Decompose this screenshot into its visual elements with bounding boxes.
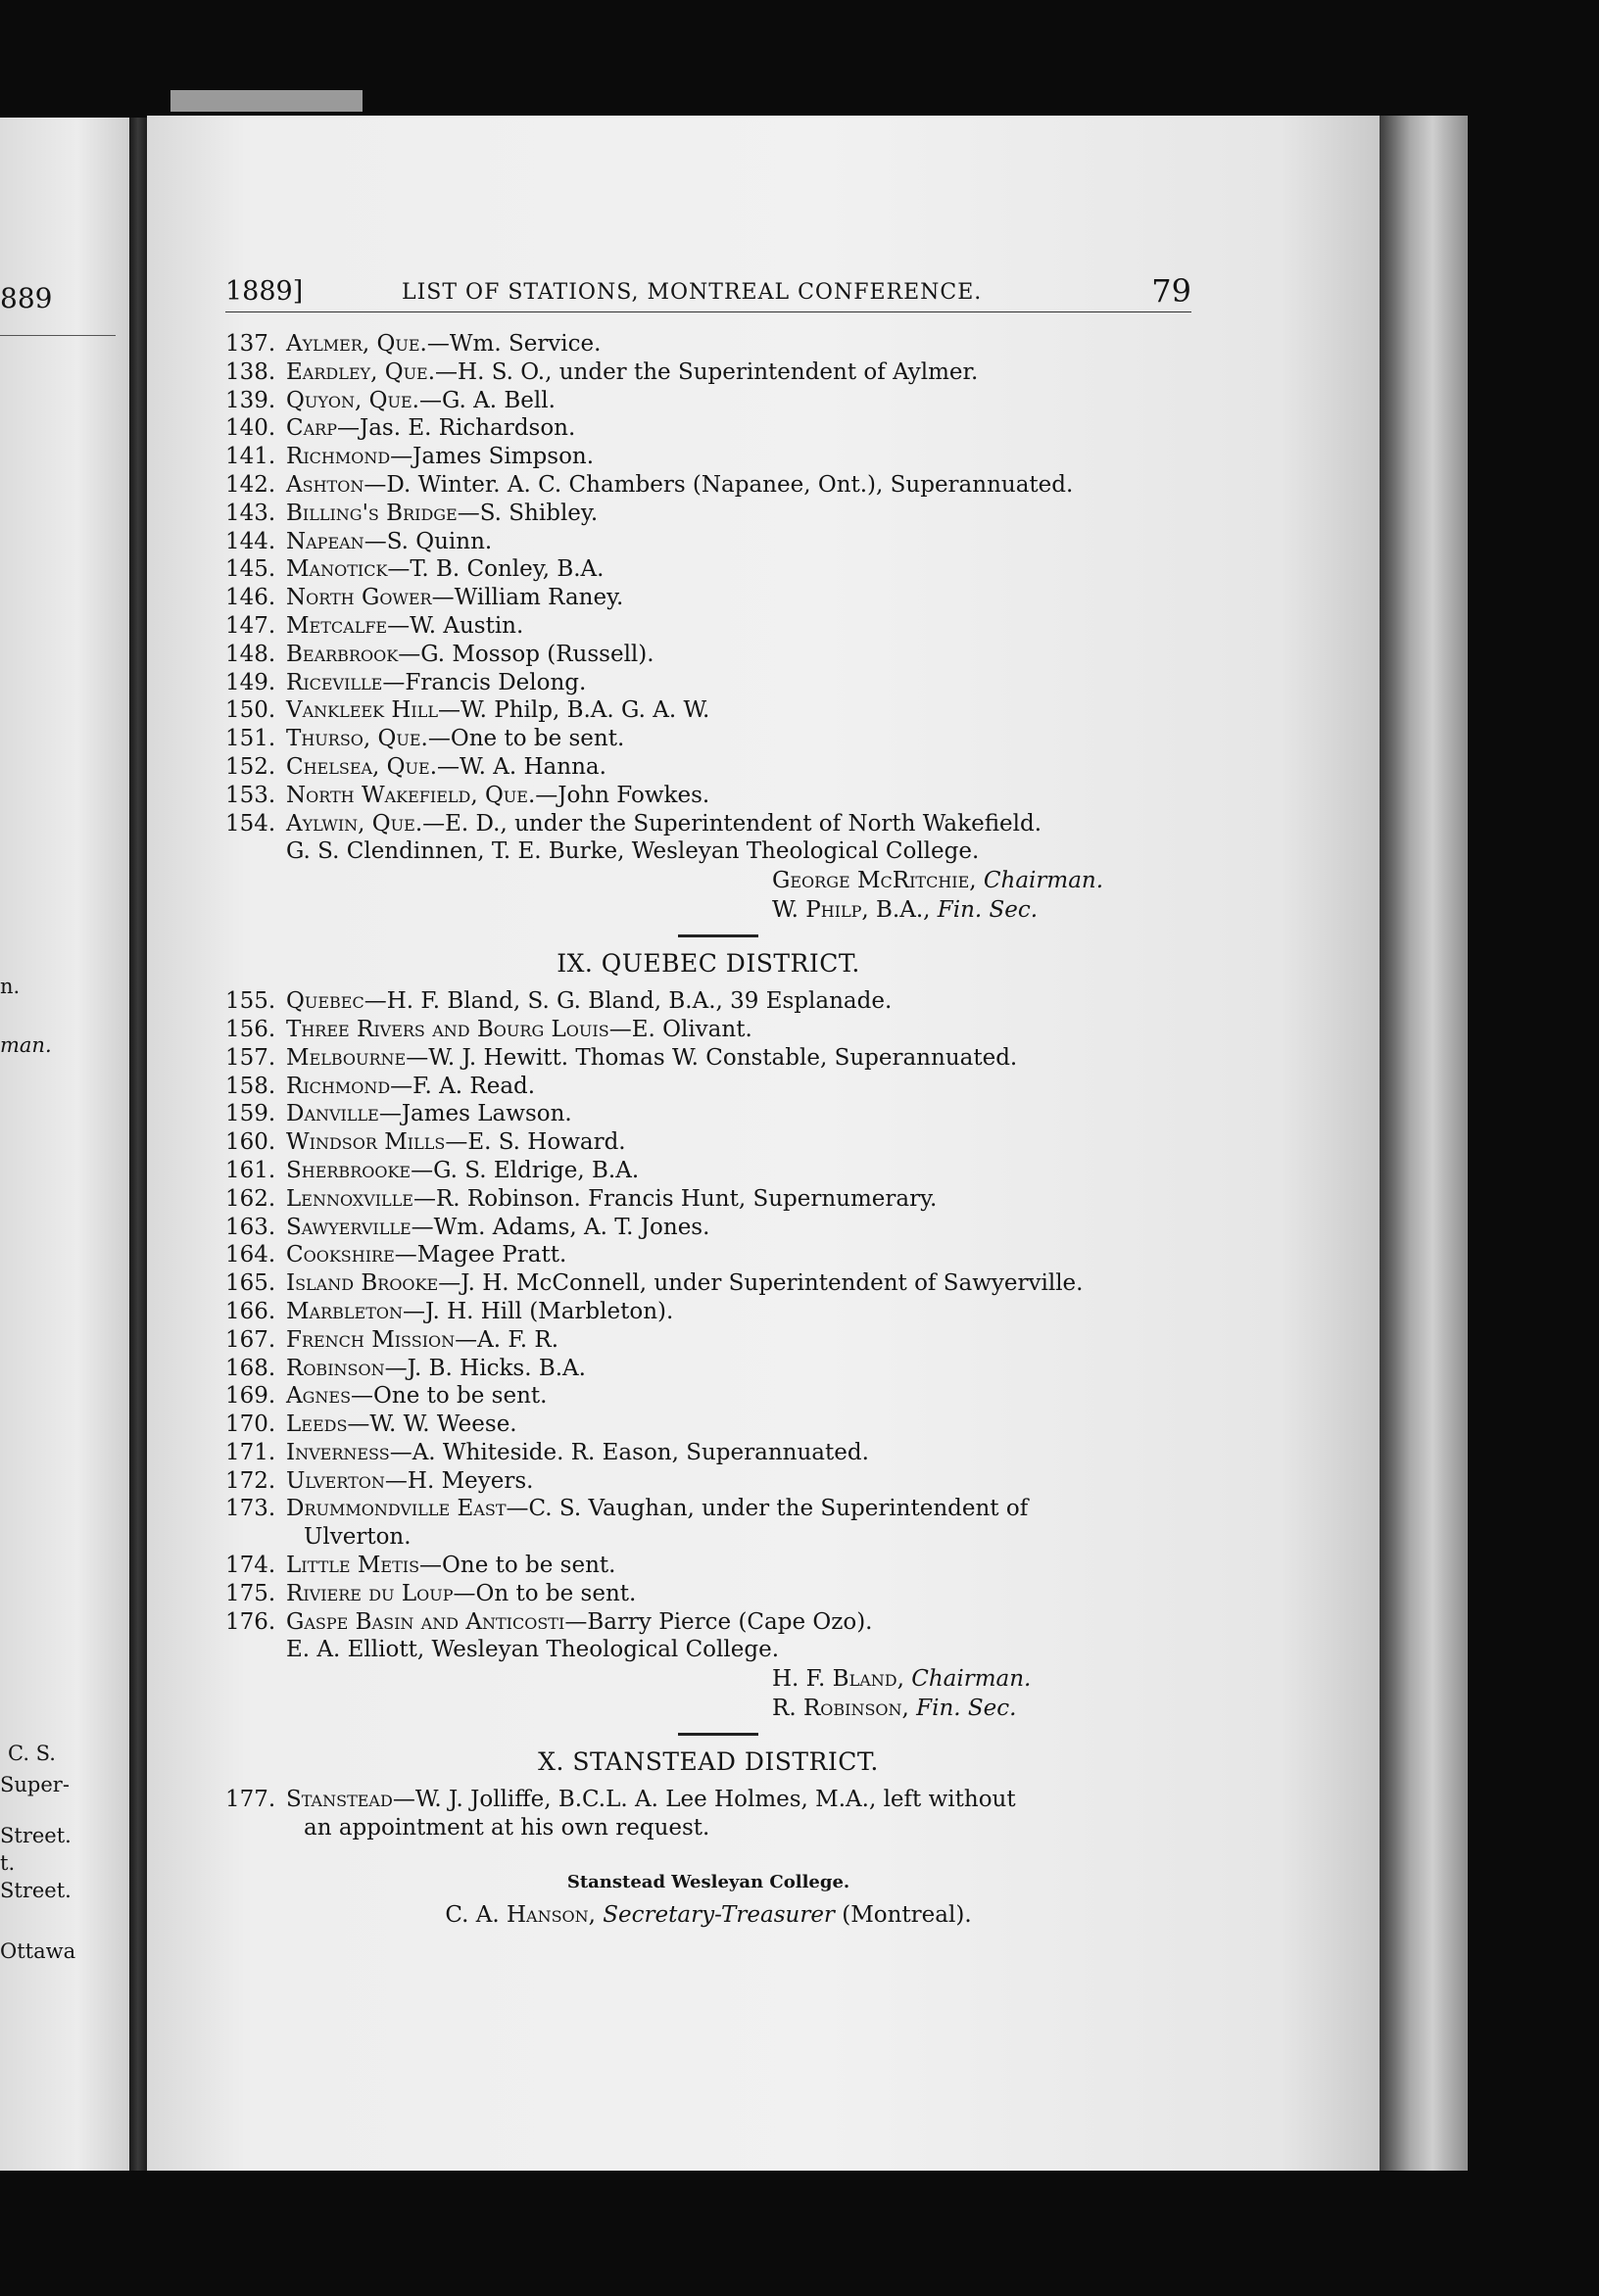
page-number: 79 [1151, 272, 1191, 310]
entry-detail: —Francis Delong. [382, 669, 587, 695]
treasurer-role: Secretary-Treasurer [603, 1901, 835, 1928]
district-heading: IX. QUEBEC DISTRICT. [557, 949, 860, 979]
entry-number: 162. [225, 1185, 276, 1212]
college-note: G. S. Clendinnen, T. E. Burke, Wesleyan Theological College. [286, 838, 980, 865]
left-page [0, 118, 129, 2171]
entry-place: Eardley, Que. [286, 359, 436, 385]
page-tab [170, 90, 363, 112]
entry-number: 158. [225, 1073, 276, 1099]
entry-number: 140. [225, 415, 276, 442]
station-entry [225, 500, 1191, 528]
entry-detail: —W. J. Jolliffe, B.C.L. A. Lee Holmes, M.A., left without [392, 1787, 1016, 1813]
entry-detail: —A. Whiteside. R. Eason, Superannuated. [389, 1439, 869, 1465]
entry-detail: —H. F. Bland, S. G. Bland, B.A., 39 Esplanade. [363, 988, 893, 1015]
station-entry [225, 387, 1191, 415]
entry-detail: —Jas. E. Richardson. [336, 415, 576, 442]
entry-place: Cookshire [286, 1242, 395, 1268]
entry-detail: —H. Meyers. [384, 1467, 534, 1494]
station-entry [225, 555, 1191, 584]
signature-role: Fin. Sec. [916, 1696, 1017, 1722]
entry-place: Melbourne [286, 1044, 407, 1071]
entry-place: Bearbrook [286, 641, 399, 667]
entry-number: 166. [225, 1298, 276, 1324]
entry-place: Little Metis [286, 1553, 420, 1579]
entry-number: 159. [225, 1101, 276, 1127]
entry-number: 138. [225, 359, 276, 385]
header-title: LIST OF STATIONS, MONTREAL CONFERENCE. [402, 280, 983, 305]
entry-place: Billing's Bridge [286, 500, 458, 526]
entry-place: Sherbrooke [286, 1157, 412, 1183]
entry-detail: —T. B. Conley, B.A. [387, 556, 605, 583]
station-entry [225, 1214, 1191, 1242]
entry-number: 148. [225, 641, 276, 667]
entry-number: 146. [225, 585, 276, 611]
entry-detail: —S. Shibley. [457, 500, 599, 526]
entry-detail: —W. J. Hewitt. Thomas W. Constable, Superannuated. [406, 1044, 1018, 1071]
left-fragment: Street. [0, 1824, 72, 1847]
station-entry [225, 443, 1191, 471]
entry-number: 141. [225, 444, 276, 470]
entry-detail: —G. A. Bell. [418, 387, 556, 413]
station-entry [225, 753, 1191, 782]
entry-detail: —On to be sent. [453, 1580, 637, 1606]
entry-number: 163. [225, 1214, 276, 1240]
entry-number: 143. [225, 500, 276, 526]
entry-place: Richmond [286, 444, 391, 470]
entry-detail: —William Raney. [431, 585, 624, 611]
entry-place: North Wakefield, Que. [286, 782, 536, 808]
entry-number: 153. [225, 782, 276, 808]
signature-secretary [225, 1694, 1191, 1723]
entry-detail: —Wm. Service. [426, 331, 602, 357]
entry-detail: —A. F. R. [455, 1326, 558, 1353]
treasurer-line [225, 1902, 1191, 1928]
station-entry [225, 810, 1191, 838]
station-entry [225, 1298, 1191, 1326]
entry-place: Manotick [286, 556, 388, 583]
entry-detail: —W. Philp, B.A. G. A. W. [438, 697, 710, 724]
entry-detail: —E. Olivant. [608, 1016, 752, 1042]
entry-detail: —G. S. Eldrige, B.A. [411, 1157, 640, 1183]
left-fragment: Ottawa [0, 1939, 76, 1963]
entry-place: Drummondville East [286, 1496, 507, 1522]
entry-place: Sawyerville [286, 1214, 412, 1240]
station-entry [225, 782, 1191, 810]
entry-number: 154. [225, 810, 276, 837]
signature-secretary [225, 895, 1191, 925]
station-entry [225, 1044, 1191, 1073]
left-fragment: t. [0, 1851, 16, 1875]
station-entry [225, 1580, 1191, 1608]
signature-role: Chairman. [983, 868, 1104, 894]
entry-place: Marbleton [286, 1298, 404, 1324]
entry-number: 174. [225, 1553, 276, 1579]
entry-detail: —James Lawson. [378, 1101, 572, 1127]
entry-place: Agnes [286, 1383, 352, 1410]
entry-place: Napean [286, 528, 364, 554]
station-entry [225, 1241, 1191, 1269]
entry-continuation: an appointment at his own request. [304, 1815, 710, 1842]
station-entry [225, 1016, 1191, 1044]
station-entry [225, 1355, 1191, 1383]
entry-detail: —W. W. Weese. [347, 1411, 517, 1438]
entry-number: 137. [225, 331, 276, 357]
station-entry [225, 359, 1191, 387]
entry-place: Riviere du Loup [286, 1580, 454, 1606]
entry-place: Aylwin, Que. [286, 810, 423, 837]
entry-place: Leeds [286, 1411, 348, 1438]
left-fragment: C. S. [8, 1742, 56, 1765]
station-entry [225, 612, 1191, 641]
entry-number: 160. [225, 1129, 276, 1156]
entry-detail: —John Fowkes. [535, 782, 710, 808]
treasurer-name: C. A. Hanson, [445, 1901, 596, 1928]
entry-detail: —E. S. Howard. [445, 1129, 626, 1156]
entry-place: Lennoxville [286, 1185, 413, 1212]
entry-place: Ashton [286, 471, 364, 498]
entry-place: Chelsea, Que. [286, 753, 438, 780]
entry-place: Riceville [286, 669, 383, 695]
station-entry [225, 414, 1191, 443]
signature-name: H. F. Bland, [772, 1666, 904, 1693]
entry-number: 175. [225, 1580, 276, 1606]
entry-detail: —G. Mossop (Russell). [398, 641, 654, 667]
entry-place: Stanstead [286, 1787, 393, 1813]
page-edge [1380, 116, 1468, 2171]
signature-chairman [225, 1664, 1191, 1694]
entries-quebec [225, 987, 1191, 1523]
signature-role: Fin. Sec. [937, 897, 1039, 924]
page-content [225, 264, 1191, 1928]
signature-role: Chairman. [911, 1666, 1032, 1693]
station-entry [225, 1073, 1191, 1101]
entries-quebec-more [225, 1552, 1191, 1636]
section-divider [678, 1733, 758, 1736]
entry-number: 177. [225, 1787, 276, 1813]
entry-number: 164. [225, 1242, 276, 1268]
entry-place: North Gower [286, 585, 432, 611]
entry-detail: —J. H. Hill (Marbleton). [403, 1298, 674, 1324]
station-entry [225, 1786, 1191, 1814]
signature-chairman [225, 866, 1191, 895]
entry-number: 147. [225, 612, 276, 639]
entry-number: 168. [225, 1355, 276, 1381]
entry-place: Island Brooke [286, 1270, 439, 1297]
station-entry [225, 471, 1191, 500]
entry-number: 155. [225, 988, 276, 1015]
entry-number: 165. [225, 1270, 276, 1297]
entry-detail: —James Simpson. [390, 444, 595, 470]
header-rule [225, 311, 1191, 312]
station-entry [225, 725, 1191, 753]
entry-number: 139. [225, 387, 276, 413]
left-fragment: Super- [0, 1773, 70, 1796]
station-entry [225, 1552, 1191, 1580]
station-entry [225, 641, 1191, 669]
entry-place: Robinson [286, 1355, 385, 1381]
entry-place: Three Rivers and Bourg Louis [286, 1016, 609, 1042]
station-entry [225, 1608, 1191, 1637]
entry-place: Carp [286, 415, 337, 442]
entries-ottawa [225, 330, 1191, 837]
entry-detail: —W. Austin. [387, 612, 524, 639]
left-page-header: 889 [0, 282, 53, 314]
entry-number: 167. [225, 1326, 276, 1353]
header-year: 1889] [225, 276, 304, 307]
entry-number: 172. [225, 1467, 276, 1494]
entry-number: 142. [225, 471, 276, 498]
entry-detail: —F. A. Read. [390, 1073, 536, 1099]
entry-place: Danville [286, 1101, 379, 1127]
signature-name: W. Philp, B.A., [772, 897, 931, 924]
entry-place: French Mission [286, 1326, 456, 1353]
signature-name: R. Robinson, [772, 1696, 909, 1722]
station-entry [225, 987, 1191, 1016]
district-heading: X. STANSTEAD DISTRICT. [538, 1747, 879, 1777]
treasurer-place: (Montreal). [842, 1901, 972, 1928]
entry-place: Windsor Mills [286, 1129, 446, 1156]
station-entry [225, 330, 1191, 359]
entry-place: Ulverton [286, 1467, 385, 1494]
station-entry [225, 1269, 1191, 1298]
entry-number: 161. [225, 1157, 276, 1183]
entry-number: 171. [225, 1439, 276, 1465]
entry-number: 156. [225, 1016, 276, 1042]
entry-number: 157. [225, 1044, 276, 1071]
station-entry [225, 584, 1191, 612]
entry-detail: —W. A. Hanna. [437, 753, 606, 780]
station-entry [225, 696, 1191, 725]
entry-number: 150. [225, 697, 276, 724]
station-entry [225, 1382, 1191, 1411]
signature-name: George McRitchie, [772, 868, 977, 894]
entry-number: 145. [225, 556, 276, 583]
left-fragment: man. [0, 1033, 52, 1057]
entry-number: 173. [225, 1496, 276, 1522]
entry-detail: —One to be sent. [427, 726, 625, 752]
entry-place: Gaspe Basin and Anticosti [286, 1608, 565, 1635]
station-entry [225, 1495, 1191, 1523]
entry-place: Metcalfe [286, 612, 388, 639]
entry-detail: —R. Robinson. Francis Hunt, Supernumerary. [412, 1185, 938, 1212]
station-entry [225, 1100, 1191, 1128]
station-entry [225, 528, 1191, 556]
entry-detail: —E. D., under the Superintendent of North Wakefield. [422, 810, 1042, 837]
station-entry [225, 1467, 1191, 1496]
left-fragment: Street. [0, 1879, 72, 1902]
entry-place: Inverness [286, 1439, 390, 1465]
entry-place: Richmond [286, 1073, 391, 1099]
entry-place: Aylmer, Que. [286, 331, 427, 357]
left-fragment: n. [0, 975, 21, 998]
entry-place: Quebec [286, 988, 364, 1015]
entry-detail: —J. H. McConnell, under Superintendent of Sawyerville. [438, 1270, 1084, 1297]
entry-number: 144. [225, 528, 276, 554]
entry-number: 170. [225, 1411, 276, 1438]
college-note: E. A. Elliott, Wesleyan Theological College. [286, 1637, 780, 1663]
entry-continuation: Ulverton. [304, 1524, 412, 1551]
station-entry [225, 1326, 1191, 1355]
station-entry [225, 1157, 1191, 1185]
entry-place: Vankleek Hill [286, 697, 438, 724]
entry-number: 151. [225, 726, 276, 752]
entry-detail: —C. S. Vaughan, under the Superintendent of [506, 1496, 1029, 1522]
entry-number: 152. [225, 753, 276, 780]
entry-detail: —D. Winter. A. C. Chambers (Napanee, Ont.), Superannuated. [363, 471, 1074, 498]
college-heading: Stanstead Wesleyan College. [566, 1871, 850, 1892]
station-entry [225, 1439, 1191, 1467]
entry-detail: —Magee Pratt. [394, 1242, 567, 1268]
left-header-rule [0, 335, 116, 336]
entry-detail: —One to be sent. [351, 1383, 548, 1410]
station-entry [225, 1411, 1191, 1439]
entry-number: 169. [225, 1383, 276, 1410]
station-entry [225, 1185, 1191, 1214]
entry-detail: —S. Quinn. [363, 528, 493, 554]
entry-detail: —One to be sent. [419, 1553, 616, 1579]
entry-place: Thurso, Que. [286, 726, 428, 752]
entry-detail: —Barry Pierce (Cape Ozo). [564, 1608, 873, 1635]
entry-detail: —Wm. Adams, A. T. Jones. [411, 1214, 710, 1240]
running-header [225, 264, 1191, 308]
entry-detail: —H. S. O., under the Superintendent of Aylmer. [435, 359, 979, 385]
entry-place: Quyon, Que. [286, 387, 419, 413]
section-divider [678, 934, 758, 937]
station-entry [225, 669, 1191, 697]
station-entry [225, 1128, 1191, 1157]
entry-number: 176. [225, 1608, 276, 1635]
entry-detail: —J. B. Hicks. B.A. [384, 1355, 586, 1381]
entry-number: 149. [225, 669, 276, 695]
